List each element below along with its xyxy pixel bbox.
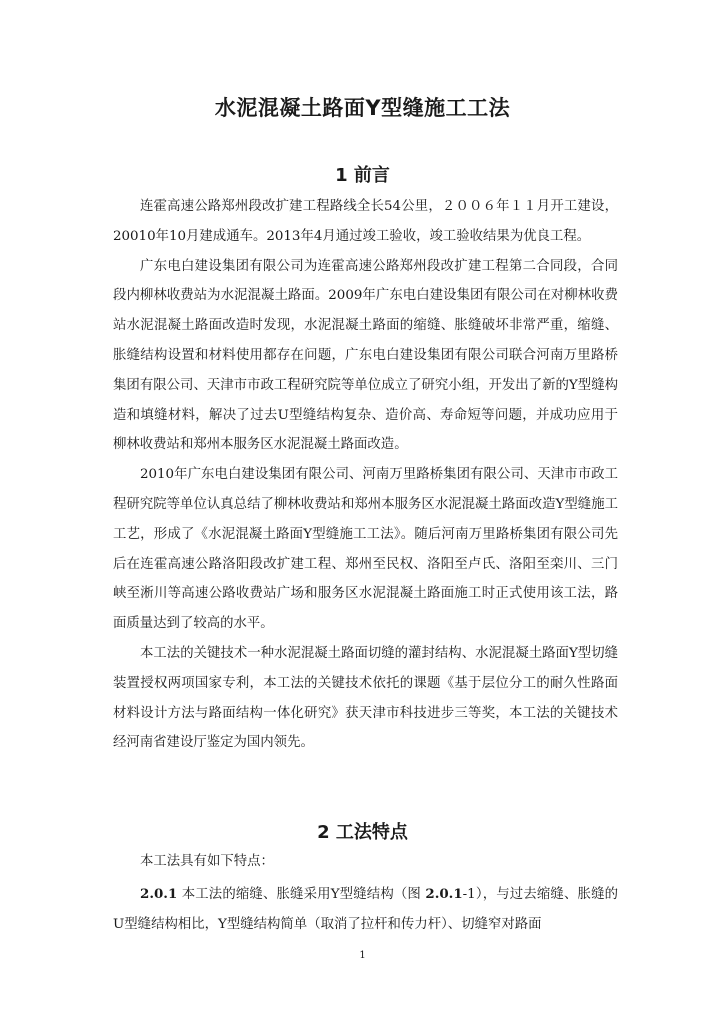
document-title: 水泥混凝土路面Y型缝施工工法 <box>214 96 511 120</box>
item-text: 本工法的缩缝、胀缝采用Y型缝结构（图 <box>177 887 426 902</box>
section-heading-features: 2 工法特点 <box>317 822 408 843</box>
list-item <box>113 880 618 940</box>
section-body-preface <box>113 192 618 758</box>
paragraph: 本工法的关键技术一种水泥混凝土路面切缝的灌封结构、水泥混凝土路面Y型切缝装置授权两项国家专利，本工法的关键技术依托的课题《基于层位分工的耐久性路面材料设计方法与路面结构一体化研究》获天津市科技进步三等奖，本工法的关键技术经河南省建设厅鉴定为国内领先。 <box>113 645 618 751</box>
section-intro-features: 本工法具有如下特点： <box>140 854 274 869</box>
item-text-continued: -1），与过去缩缝、胀缝的U型缝结构相比，Y型缝结构简单（取消了拉杆和传力杆）、切缝窄对路面 <box>113 887 618 932</box>
paragraph: 广东电白建设集团有限公司为连霍高速公路郑州段改扩建工程第二合同段，合同段内柳林收费站为水泥混凝土路面。2009年广东电白建设集团有限公司在对柳林收费站水泥混凝土路面改造时发现，水泥混凝土路面的缩缝、胀缝破坏非常严重，缩缝、胀缝结构设置和材料使用都存在问题，广东电白建设集团有限公司联合河南万里路桥集团有限公司、天津市市政工程研究院等单位成立了研究小组，开发出了新的Y型缝构造和填缝材料，解决了过去U型缝结构复杂、造价高、寿命短等问题，并成功应用于柳林收费站和郑州本服务区水泥混凝土路面改造。 <box>113 258 618 453</box>
item-number: 2.0.1 <box>140 886 178 902</box>
section-heading-preface: 1 前言 <box>335 165 390 186</box>
paragraph: 2010年广东电白建设集团有限公司、河南万里路桥集团有限公司、天津市市政工程研究院等单位认真总结了柳林收费站和郑州本服务区水泥混凝土路面改造Y型缝施工工艺，形成了《水泥混凝土路面Y型缝施工工法》。随后河南万里路桥集团有限公司先后在连霍高速公路洛阳段改扩建工程、郑州至民权、洛阳至卢氏、洛阳至栾川、三门峡至淅川等高速公路收费站广场和服务区水泥混凝土路面施工时正式使用该工法，路面质量达到了较高的水平。 <box>113 467 618 632</box>
figure-ref: 2.0.1 <box>425 886 463 902</box>
paragraph: 连霍高速公路郑州段改扩建工程路线全长54公里，２００６年１１月开工建设，20010年10月建成通车。2013年4月通过竣工验收，竣工验收结果为优良工程。 <box>113 199 618 244</box>
section-body-features <box>113 880 618 940</box>
page-number: 1 <box>359 950 366 961</box>
